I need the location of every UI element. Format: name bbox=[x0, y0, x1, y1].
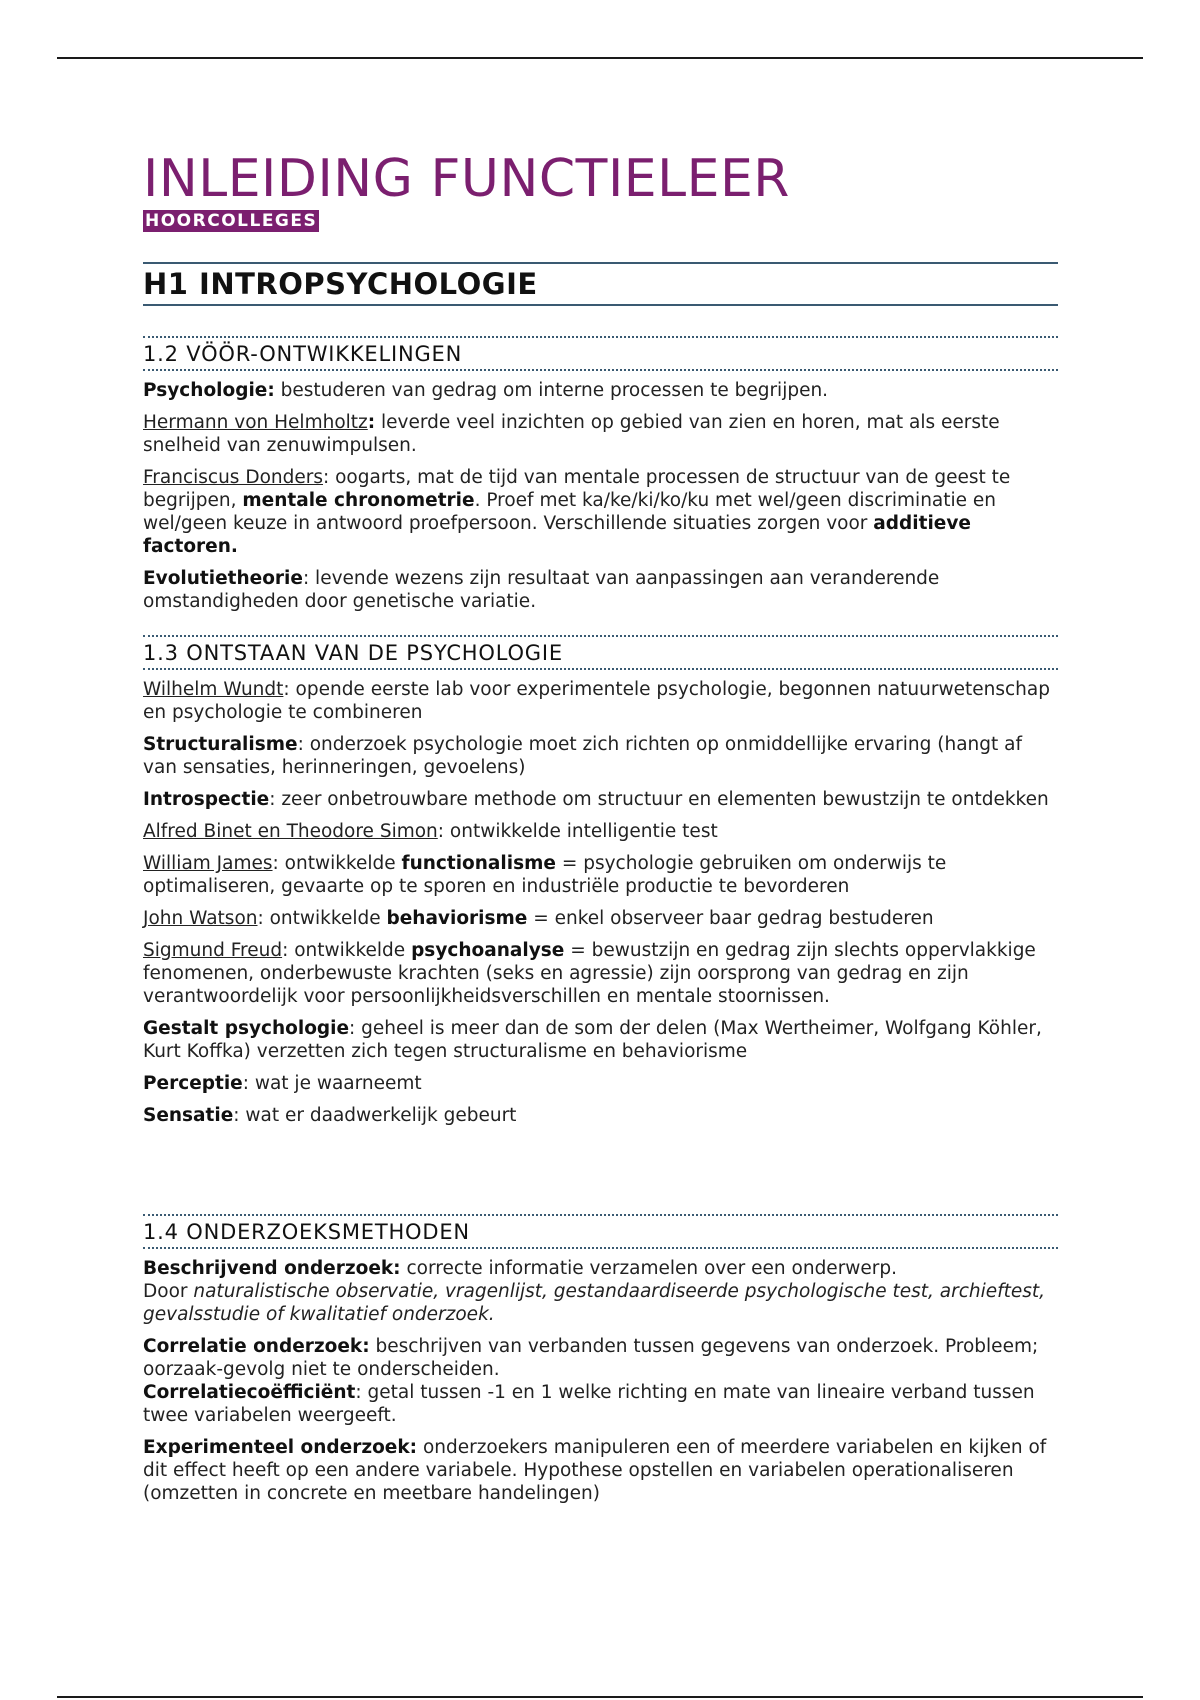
paragraph-text: : onderzoek psychologie moet zich richten op onmiddellijke ervaring (hangt af van sensaties, herinneringen, gevoelens) bbox=[143, 734, 1022, 778]
paragraph-text: = psychologie gebruiken om onderwijs te optimaliseren, gevaarte op te sporen en industriële productie te bevorderen bbox=[143, 853, 947, 897]
paragraph-psychologie bbox=[143, 379, 1058, 402]
methods-list: naturalistische observatie, vragenlijst, gestandaardiseerde psychologische test, archieftest, gevalsstudie of kwalitatief onderzoek. bbox=[143, 1281, 1046, 1325]
term-label: Beschrijvend onderzoek: bbox=[143, 1258, 401, 1279]
paragraph-donders bbox=[143, 466, 1058, 558]
paragraph-james bbox=[143, 852, 1058, 898]
section-title: 1.3 ONTSTAAN VAN DE PSYCHOLOGIE bbox=[143, 640, 563, 665]
paragraph-binet-simon bbox=[143, 820, 1058, 843]
term-colon: : bbox=[367, 412, 376, 433]
term-label: Sensatie bbox=[143, 1105, 234, 1126]
paragraph-structuralisme bbox=[143, 733, 1058, 779]
document-subtitle: HOORCOLLEGES bbox=[145, 211, 318, 231]
paragraph-text: : geheel is meer dan de som der delen (Max Wertheimer, Wolfgang Köhler, Kurt Koffka) verzetten zich tegen structuralisme en behaviorisme bbox=[143, 1018, 1042, 1062]
person-name: Sigmund Freud bbox=[143, 940, 283, 961]
person-name: Franciscus Donders bbox=[143, 467, 323, 488]
paragraph-sensatie bbox=[143, 1104, 1058, 1127]
paragraph-text: : wat je waarneemt bbox=[242, 1073, 422, 1094]
paragraph-wundt bbox=[143, 678, 1058, 724]
paragraph-perceptie bbox=[143, 1072, 1058, 1095]
paragraph-text: correcte informatie verzamelen over een onderwerp. bbox=[400, 1258, 898, 1279]
paragraph-text: : opende eerste lab voor experimentele psychologie, begonnen natuurwetenschap en psychologie te combineren bbox=[143, 679, 1050, 723]
paragraph-introspectie bbox=[143, 788, 1058, 811]
paragraph-correlatie bbox=[143, 1335, 1058, 1381]
term-label: Perceptie bbox=[143, 1073, 243, 1094]
paragraph-text: : oogarts, mat de tijd van mentale processen de structuur van de geest te begrijpen, bbox=[143, 467, 1011, 511]
person-name: Wilhelm Wundt bbox=[143, 679, 284, 700]
paragraph-text: : ontwikkelde bbox=[257, 908, 387, 929]
paragraph-text: : levende wezens zijn resultaat van aanpassingen aan veranderende omstandigheden door genetische variatie. bbox=[143, 568, 940, 612]
section-title: 1.2 VÖÖR-ONTWIKKELINGEN bbox=[143, 341, 463, 366]
section-1-2 bbox=[143, 336, 1058, 613]
page-top-rule bbox=[57, 57, 1143, 59]
term-label: Introspectie bbox=[143, 789, 270, 810]
person-name: John Watson bbox=[143, 908, 258, 929]
document-title: INLEIDING FUNCTIELEER bbox=[143, 149, 790, 209]
term-label: mentale chronometrie bbox=[242, 490, 475, 511]
paragraph-text: : ontwikkelde bbox=[282, 940, 412, 961]
paragraph-text: : wat er daadwerkelijk gebeurt bbox=[233, 1105, 517, 1126]
term-label: behaviorisme bbox=[386, 908, 528, 929]
section-title: 1.4 ONDERZOEKSMETHODEN bbox=[143, 1219, 470, 1244]
term-label: Experimenteel onderzoek: bbox=[143, 1437, 418, 1458]
paragraph-text: : ontwikkelde intelligentie test bbox=[437, 821, 718, 842]
paragraph-watson bbox=[143, 907, 1058, 930]
term-label: Evolutietheorie bbox=[143, 568, 303, 589]
section-heading-block bbox=[143, 336, 1058, 371]
section-heading-block bbox=[143, 635, 1058, 670]
paragraph-freud bbox=[143, 939, 1058, 1008]
paragraph-evolutietheorie bbox=[143, 567, 1058, 613]
person-name: Alfred Binet en Theodore Simon bbox=[143, 821, 438, 842]
paragraph-text: : zeer onbetrouwbare methode om structuur en elementen bewustzijn te ontdekken bbox=[269, 789, 1049, 810]
paragraph-helmholtz bbox=[143, 411, 1058, 457]
paragraph-text: : ontwikkelde bbox=[272, 853, 402, 874]
section-heading-block bbox=[143, 1214, 1058, 1249]
paragraph-text: . Proef met ka/ke/ki/ko/ku met wel/geen discriminatie en wel/geen keuze in antwoord proefpersoon. Verschillende situaties zorgen voor bbox=[143, 490, 997, 534]
chapter-title: H1 INTROPSYCHOLOGIE bbox=[143, 267, 538, 301]
document-body bbox=[143, 150, 1058, 1514]
term-label: Correlatiecoëfficiënt bbox=[143, 1382, 356, 1403]
term-label: additieve factoren. bbox=[143, 513, 971, 557]
section-1-4 bbox=[143, 1214, 1058, 1505]
person-name: William James bbox=[143, 853, 273, 874]
paragraph-gestalt bbox=[143, 1017, 1058, 1063]
paragraph-text: : getal tussen -1 en 1 welke richting en mate van lineaire verband tussen twee variabelen weergeeft. bbox=[143, 1382, 1035, 1426]
paragraph-text: = enkel observeer baar gedrag bestuderen bbox=[527, 908, 934, 929]
person-name: Hermann von Helmholtz bbox=[143, 412, 368, 433]
section-1-3 bbox=[143, 635, 1058, 1127]
paragraph-correlatiecoefficient bbox=[143, 1381, 1058, 1427]
chapter-heading-block bbox=[143, 262, 1058, 306]
term-label: functionalisme bbox=[401, 853, 556, 874]
term-label: psychoanalyse bbox=[411, 940, 565, 961]
term-label: Psychologie: bbox=[143, 380, 275, 401]
term-label: Gestalt psychologie bbox=[143, 1018, 350, 1039]
paragraph-text: Door bbox=[143, 1281, 194, 1302]
paragraph-text: leverde veel inzichten op gebied van zien en horen, mat als eerste snelheid van zenuwimpulsen. bbox=[143, 412, 1000, 456]
paragraph-experimenteel bbox=[143, 1436, 1058, 1505]
paragraph-text: beschrijven van verbanden tussen gegevens van onderzoek. Probleem; oorzaak-gevolg niet te onderscheiden. bbox=[143, 1336, 1039, 1380]
paragraph-text: = bewustzijn en gedrag zijn slechts oppervlakkige fenomenen, onderbewuste krachten (seks en agressie) zijn oorsprong van gedrag en zijn verantwoordelijk voor persoonlijkheidsverschillen en mentale stoornissen. bbox=[143, 940, 1036, 1007]
paragraph-text: bestuderen van gedrag om interne processen te begrijpen. bbox=[274, 380, 829, 401]
term-label: Correlatie onderzoek: bbox=[143, 1336, 370, 1357]
term-label: Structuralisme bbox=[143, 734, 298, 755]
paragraph-beschrijvend bbox=[143, 1257, 1058, 1326]
page-bottom-rule bbox=[57, 1696, 1143, 1698]
paragraph-text: onderzoekers manipuleren een of meerdere variabelen en kijken of dit effect heeft op een andere variabele. Hypothese opstellen en variabelen operationaliseren (omzetten in concrete en meetbare handelingen) bbox=[143, 1437, 1047, 1504]
